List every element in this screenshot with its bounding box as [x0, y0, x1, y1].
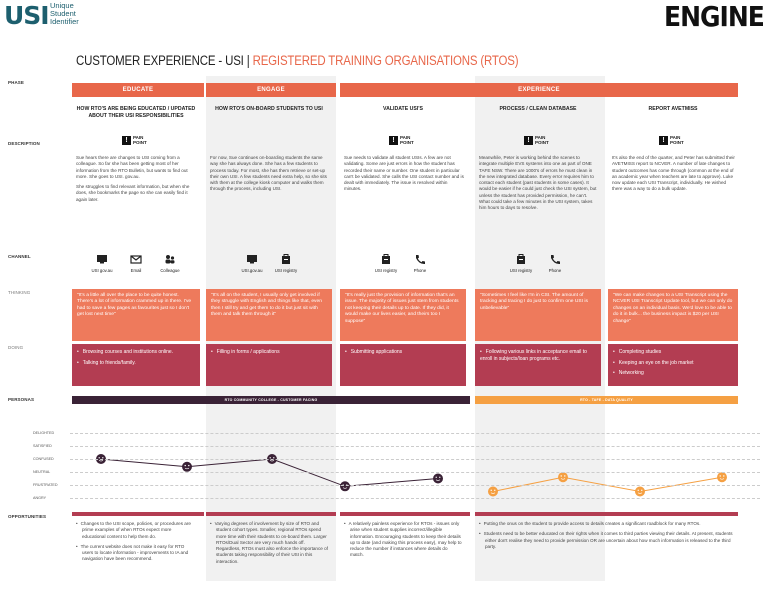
phone-icon: [538, 254, 572, 265]
channel-item: [235, 254, 269, 273]
row-label-channel: CHANNEL: [8, 254, 31, 259]
channel-item: [504, 254, 538, 273]
thinking-quote: "It's all on the student, I usually only get involved if they struggle with English and things like that, even then I still try and get them to do it but just sit with them and talk them through it": [206, 289, 332, 341]
emotion-label: FRUSTRATED: [33, 483, 58, 487]
emotion-gridline: [70, 446, 760, 447]
title-separator: |: [246, 53, 250, 68]
pain-point-badge: [122, 136, 147, 145]
pain-point-label: [535, 136, 549, 145]
usi-gov-au-icon: [85, 254, 119, 265]
title-right: REGISTERED TRAINING ORGANISATIONS (RTOS): [252, 53, 519, 68]
doing-item: • Completing studies: [613, 349, 733, 356]
doing-item: • Submitting applications: [345, 349, 461, 356]
row-label-phase: PHASE: [8, 80, 25, 85]
pain-point-badge: [659, 136, 684, 145]
channel-label: USI gov.au: [91, 268, 113, 273]
emotion-label: DELIGHTED: [33, 431, 55, 435]
channel-label: USI.gov.au: [241, 268, 263, 273]
alert-icon: !: [659, 136, 668, 145]
opportunity-bar: [340, 512, 470, 516]
pain-point-badge: [524, 136, 549, 145]
description-paragraph: She struggles to find relevant information, but when she does, she bookmarks the page so she can easily find it again later.: [76, 184, 190, 202]
channel-label: Phone: [548, 268, 562, 273]
doing-list: [608, 344, 738, 386]
usi-sub-line: Student: [50, 9, 76, 18]
row-label-doing: DOING: [8, 345, 24, 350]
channel-item: [85, 254, 119, 273]
phase-engage: ENGAGE: [206, 83, 336, 97]
doing-item: • Networking: [613, 370, 733, 377]
step-description: [210, 155, 330, 197]
colleague-icon: [153, 254, 187, 265]
channel-item: [269, 254, 303, 273]
step-description: [344, 155, 464, 197]
description-paragraph: Sue needs to validate all student USIs. A few are not validating. Some are just errors in how the student has recorded their name or number. One student in particular can't be validated. She calls the USI contact number and is dealt with immediately. The issue is resolved within minutes.: [344, 155, 464, 192]
persona-tafe-emotion-point: [488, 487, 498, 497]
pain-label-line: PAIN: [670, 135, 681, 140]
persona-bar-community: RTO COMMUNITY COLLEGE - CUSTOMER FACING: [72, 396, 470, 404]
channel-label: Email: [130, 268, 142, 273]
opportunity-item: • The current website does not make it easy for RTO users to locate information - improvements to IA and navigation have been recommend.: [76, 544, 196, 563]
thinking-quote: "It's really just the provision of information that's an issue. The majority of issues just stem from students not keeping their details up to date. If they did, it would make our lives easier, and theirs too I suppose": [340, 289, 466, 341]
thinking-quote: "Sometimes I feel like I'm in CSI. The amount of tracking and tracing I do just to confirm one USI is unbelievable": [475, 289, 601, 341]
row-label-personas: PERSONAS: [8, 397, 35, 402]
pain-label-line: PAIN: [535, 135, 546, 140]
usi-logo: USI: [4, 1, 49, 30]
pain-point-label: [133, 136, 147, 145]
pain-label-line: PAIN: [400, 135, 411, 140]
thinking-quote: "We can make changes to a USI Transcript using the NCVER USI Transcript Update tool, but we can only do changes on an individual basis. We'd love to be able to do it in bulk... the business impact is $20 per USI change": [608, 289, 738, 341]
doing-item: • Browsing courses and institutions online.: [77, 349, 195, 356]
persona-community-emotion-point: [340, 481, 350, 491]
opportunity-bar: [206, 512, 336, 516]
row-label-opportunities: OPPORTUNITIES: [8, 514, 47, 519]
channel-label: USI registry: [374, 268, 398, 273]
emotion-gridline: [70, 472, 760, 473]
pain-label-line: POINT: [133, 139, 147, 145]
opportunity-item: • Putting the onus on the student to provide access to details creates a significant roadblock for many RTOs.: [479, 521, 734, 527]
emotion-label: NEUTRAL: [33, 470, 51, 474]
opportunity-list: [479, 521, 734, 554]
channel-label: USI registry: [274, 268, 298, 273]
opportunity-item: • Changes to the USI scope, policies, or procedures are prime examples of when RTOs expect more educational content to help them do.: [76, 521, 196, 540]
doing-item: • Keeping an eye on the job market: [613, 360, 733, 367]
usi-gov-au-icon: [235, 254, 269, 265]
alert-icon: !: [389, 136, 398, 145]
usi-sub-line: Unique: [50, 1, 74, 10]
channel-item: [153, 254, 187, 273]
pain-point-label: [400, 136, 414, 145]
emotion-gridline: [70, 459, 760, 460]
doing-list: [475, 344, 601, 386]
doing-item: • Talking to friends/family.: [77, 360, 195, 367]
opportunity-list: [76, 521, 196, 567]
doing-list: [72, 344, 200, 386]
row-label-thinking: THINKING: [8, 290, 31, 295]
pain-label-line: PAIN: [133, 135, 144, 140]
step-title: HOW RTO'S ARE BEING EDUCATED / UPDATED ABOUT THEIR USI RESPONSIBILITIES: [76, 106, 196, 119]
persona-community-emotion-point: [182, 462, 192, 472]
opportunity-item: • Students need to be better educated on their rights when it comes to third parties viewing their details. At present, students either don't realise they need to provide permission OR are uncertain about how much information is released to the third party.: [479, 531, 734, 550]
description-paragraph: Meanwhile, Peter is working behind the scenes to integrate multiple EVS systems into one as part of ONE TAFE NSW. There are 1000's of errors he must clean in the new integrated database. Every error requires him to contact each student (past students in some cases). It would be easier if he could just check the USI system, but unless the student has provided permission, he can't. What could take a few minutes in the USI system, takes him hours to days to resolve.: [479, 155, 597, 211]
emotion-gridline: [70, 433, 760, 434]
phase-experience: EXPERIENCE: [340, 83, 738, 97]
alert-icon: !: [524, 136, 533, 145]
channel-item: [119, 254, 153, 273]
channel-label: USI registry: [509, 268, 533, 273]
step-title: HOW RTO'S ON-BOARD STUDENTS TO USI: [215, 106, 323, 112]
doing-list: [340, 344, 466, 386]
step-description: [612, 155, 736, 197]
opportunity-bar: [475, 512, 738, 516]
alert-icon: !: [122, 136, 131, 145]
pain-label-line: POINT: [535, 139, 549, 145]
doing-item: • Following various links in acceptance email to enroll in subjects/loan programs etc.: [480, 349, 596, 362]
emotion-label: CONFUSED: [33, 457, 54, 461]
step-title: REPORT AVETMISS: [648, 106, 698, 112]
opportunity-item: • Varying degrees of involvement by size of RTO and student cohort types. Smaller, regional RTOs spend more time with their students to on-board them. Larger RTOs/Dual Sector are very much hands off. Regardless, RTOs must also enforce the importance of students taking responsibility of their USI in this interaction.: [210, 521, 328, 565]
opportunity-item: • A relatively painless experience for RTOs - issues only arise when student supplies incorrect/illegible information. Encouraging students to keep their details up to date (and making this process easy), may help to reduce the number if instances where details do match.: [344, 521, 462, 559]
usi-sub-line: Identifier: [50, 17, 79, 26]
step-title: PROCESS / CLEAN DATABASE: [499, 106, 577, 112]
pain-point-badge: [389, 136, 414, 145]
opportunity-list: [210, 521, 328, 569]
persona-community-emotion-point: [433, 474, 443, 484]
phone-icon: [403, 254, 437, 265]
engine-logo: ENGINE: [664, 0, 764, 33]
usi-registry-icon: [504, 254, 538, 265]
persona-bar-tafe: RTO - TAFE - DATA QUALITY: [475, 396, 738, 404]
pain-point-label: [670, 136, 684, 145]
channel-item: [369, 254, 403, 273]
usi-registry-icon: [269, 254, 303, 265]
channel-item: [538, 254, 572, 273]
emotion-gridline: [70, 485, 760, 486]
usi-registry-icon: [369, 254, 403, 265]
channel-item: [403, 254, 437, 273]
opportunity-list: [344, 521, 462, 563]
step-title: VALIDATE USI'S: [383, 106, 423, 112]
persona-tafe-emotion-point: [717, 472, 727, 482]
description-paragraph: Sue hears there are changes to USI coming from a colleague. So far she has been getting most of her information from the RTO Bulletin, but wants to find out more. She goes to USI. gov.au.: [76, 155, 188, 179]
step-description: [76, 155, 198, 207]
emotion-label: SATISFIED: [33, 444, 52, 448]
doing-list: [206, 344, 332, 386]
emotion-label: ANGRY: [33, 496, 47, 500]
opportunity-bar: [72, 512, 204, 516]
row-label-description: DESCRIPTION: [8, 141, 40, 146]
channel-label: Colleague: [160, 268, 180, 273]
description-paragraph: It's also the end of the quarter, and Peter has submitted their AVETMISS report to NCVER. A number of late changes to student outcomes has come through (common at the end of an academic year when teachers are late to approve). Luke now update each USI Transcript, individually. He wished there was a way to do a bulk update.: [612, 155, 735, 192]
persona-tafe-emotion-point: [635, 487, 645, 497]
step-description: [479, 155, 599, 216]
doing-item: • Filling in forms / applications: [211, 349, 327, 356]
title-left: CUSTOMER EXPERIENCE - USI: [76, 53, 244, 68]
description-paragraph: For now, Sue continues on-boarding students the same way she has always done. She has a few students to process today. For most, she has them retrieve or set-up their own USI. A few students need extra help, so she sits with them at the college kiosk computer and walks them through the process, including USI.: [210, 155, 327, 192]
persona-tafe-emotion-point: [558, 472, 568, 482]
thinking-quote: "It's a little all over the place to be quite honest. There's a lot of information crammed up in there. I've had to save a few pages as favourites just so I don't get lost next time": [72, 289, 200, 341]
pain-label-line: POINT: [400, 139, 414, 145]
channel-label: Phone: [413, 268, 427, 273]
pain-label-line: POINT: [670, 139, 684, 145]
email-icon: [119, 254, 153, 265]
emotion-gridline: [70, 498, 760, 499]
phase-educate: EDUCATE: [72, 83, 204, 97]
